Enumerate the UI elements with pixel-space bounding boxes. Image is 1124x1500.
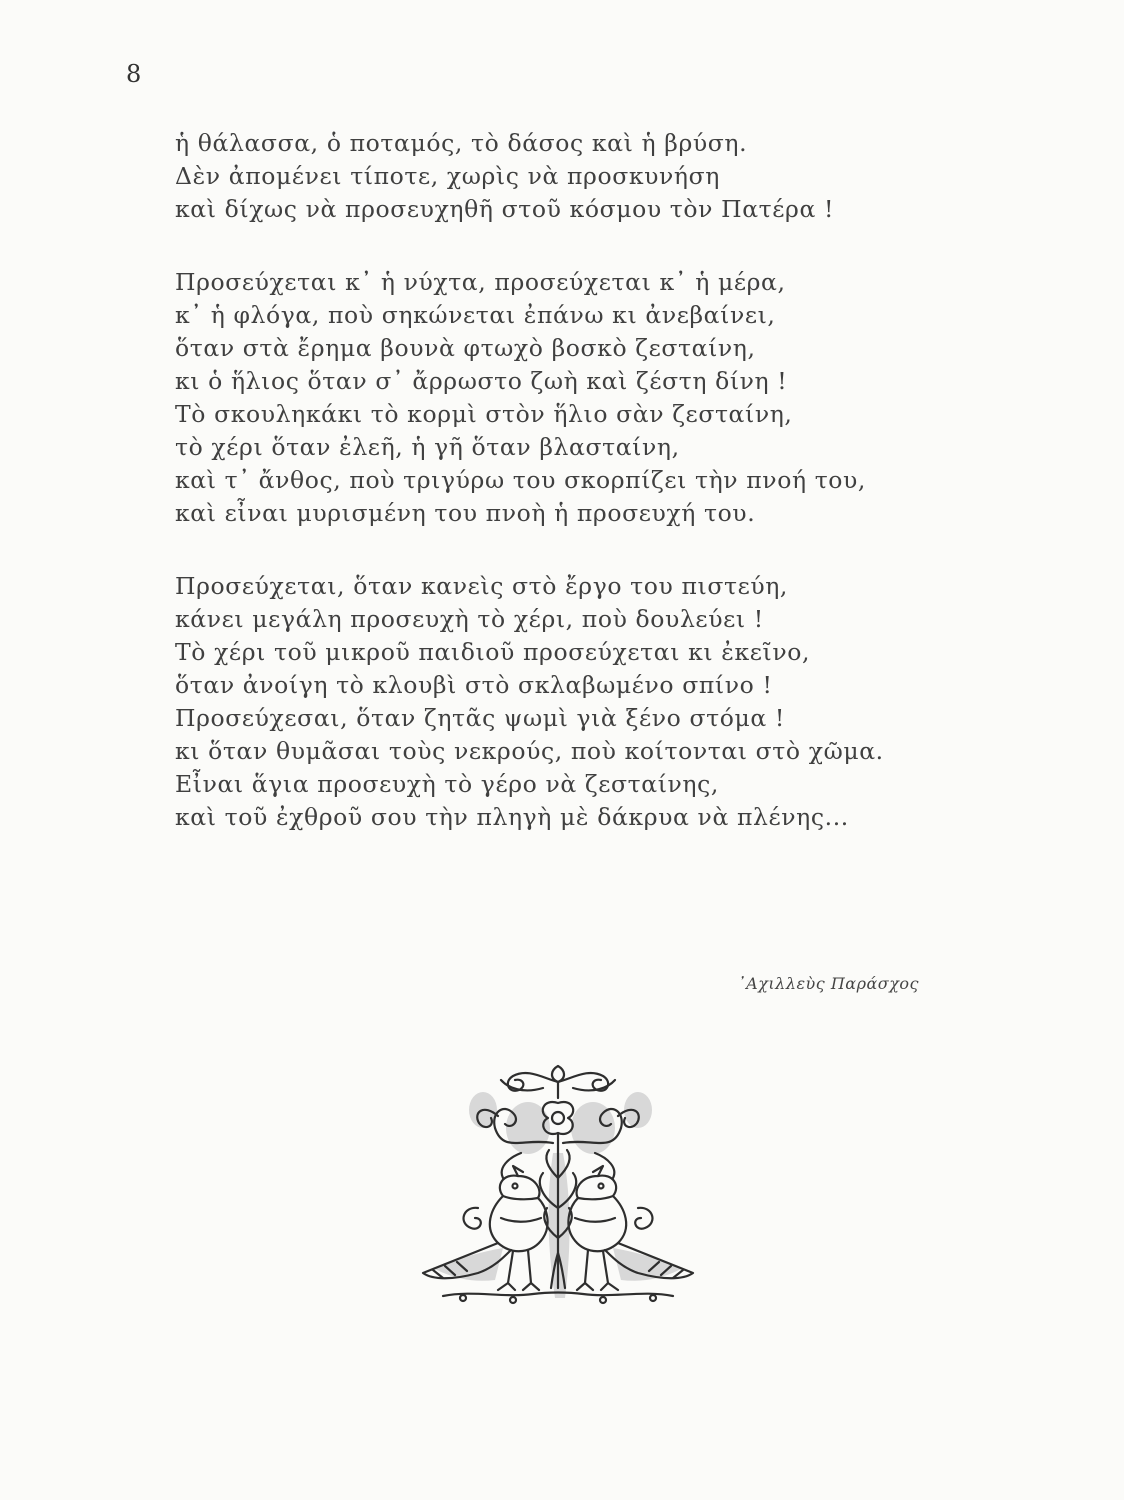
poem xyxy=(175,127,1055,834)
poem-line: ἡ θάλασσα, ὁ ποταμός, τὸ δάσος καὶ ἡ βρύση. xyxy=(175,129,748,157)
poem-line: κ᾽ ἡ φλόγα, ποὺ σηκώνεται ἐπάνω κι ἀνεβαίνει, xyxy=(175,301,776,329)
poem-line: κι ὁ ἥλιος ὅταν σ᾽ ἄρρωστο ζωὴ καὶ ζέστη δίνη ! xyxy=(175,367,788,395)
poem-line: Προσεύχεσαι, ὅταν ζητᾶς ψωμὶ γιὰ ξένο στόμα ! xyxy=(175,704,785,732)
ornament-ink xyxy=(423,1066,693,1303)
poem-line: καὶ δίχως νὰ προσευχηθῆ στοῦ κόσμου τὸν Πατέρα ! xyxy=(175,195,835,223)
poem-line: καὶ τ᾽ ἄνθος, ποὺ τριγύρω του σκορπίζει τὴν πνοή του, xyxy=(175,466,866,494)
poem-line: κι ὅταν θυμᾶσαι τοὺς νεκρούς, ποὺ κοίτονται στὸ χῶμα. xyxy=(175,737,884,765)
stanza-1 xyxy=(175,127,1055,226)
ornament-birds-tree-icon xyxy=(403,1058,713,1313)
poem-line: καὶ τοῦ ἐχθροῦ σου τὴν πληγὴ μὲ δάκρυα νὰ πλένης... xyxy=(175,803,849,831)
poem-line: Τὸ σκουληκάκι τὸ κορμὶ στὸν ἥλιο σὰν ζεσταίνη, xyxy=(175,400,793,428)
poem-line: τὸ χέρι ὅταν ἐλεῆ, ἡ γῆ ὅταν βλασταίνη, xyxy=(175,433,680,461)
stanza-2 xyxy=(175,266,1055,530)
poem-line: Εἶναι ἅγια προσευχὴ τὸ γέρο νὰ ζεσταίνης, xyxy=(175,770,719,798)
page-number: 8 xyxy=(126,60,142,88)
author-signature: ᾽Αχιλλεὺς Παράσχος xyxy=(737,974,919,993)
poem-line: καὶ εἶναι μυρισμένη του πνοὴ ἡ προσευχή του. xyxy=(175,499,756,527)
poem-line: ὅταν στὰ ἔρημα βουνὰ φτωχὸ βοσκὸ ζεσταίνη, xyxy=(175,334,756,362)
poem-line: ὅταν ἀνοίγη τὸ κλουβὶ στὸ σκλαβωμένο σπίνο ! xyxy=(175,671,773,699)
poem-line: Δὲν ἀπομένει τίποτε, χωρὶς νὰ προσκυνήση xyxy=(175,162,720,190)
poem-line: Προσεύχεται κ᾽ ἡ νύχτα, προσεύχεται κ᾽ ἡ μέρα, xyxy=(175,268,786,296)
poem-line: κάνει μεγάλη προσευχὴ τὸ χέρι, ποὺ δουλεύει ! xyxy=(175,605,764,633)
stanza-3 xyxy=(175,570,1055,834)
poem-line: Τὸ χέρι τοῦ μικροῦ παιδιοῦ προσεύχεται κι ἐκεῖνο, xyxy=(175,638,811,666)
poem-line: Προσεύχεται, ὅταν κανεὶς στὸ ἔργο του πιστεύη, xyxy=(175,572,788,600)
